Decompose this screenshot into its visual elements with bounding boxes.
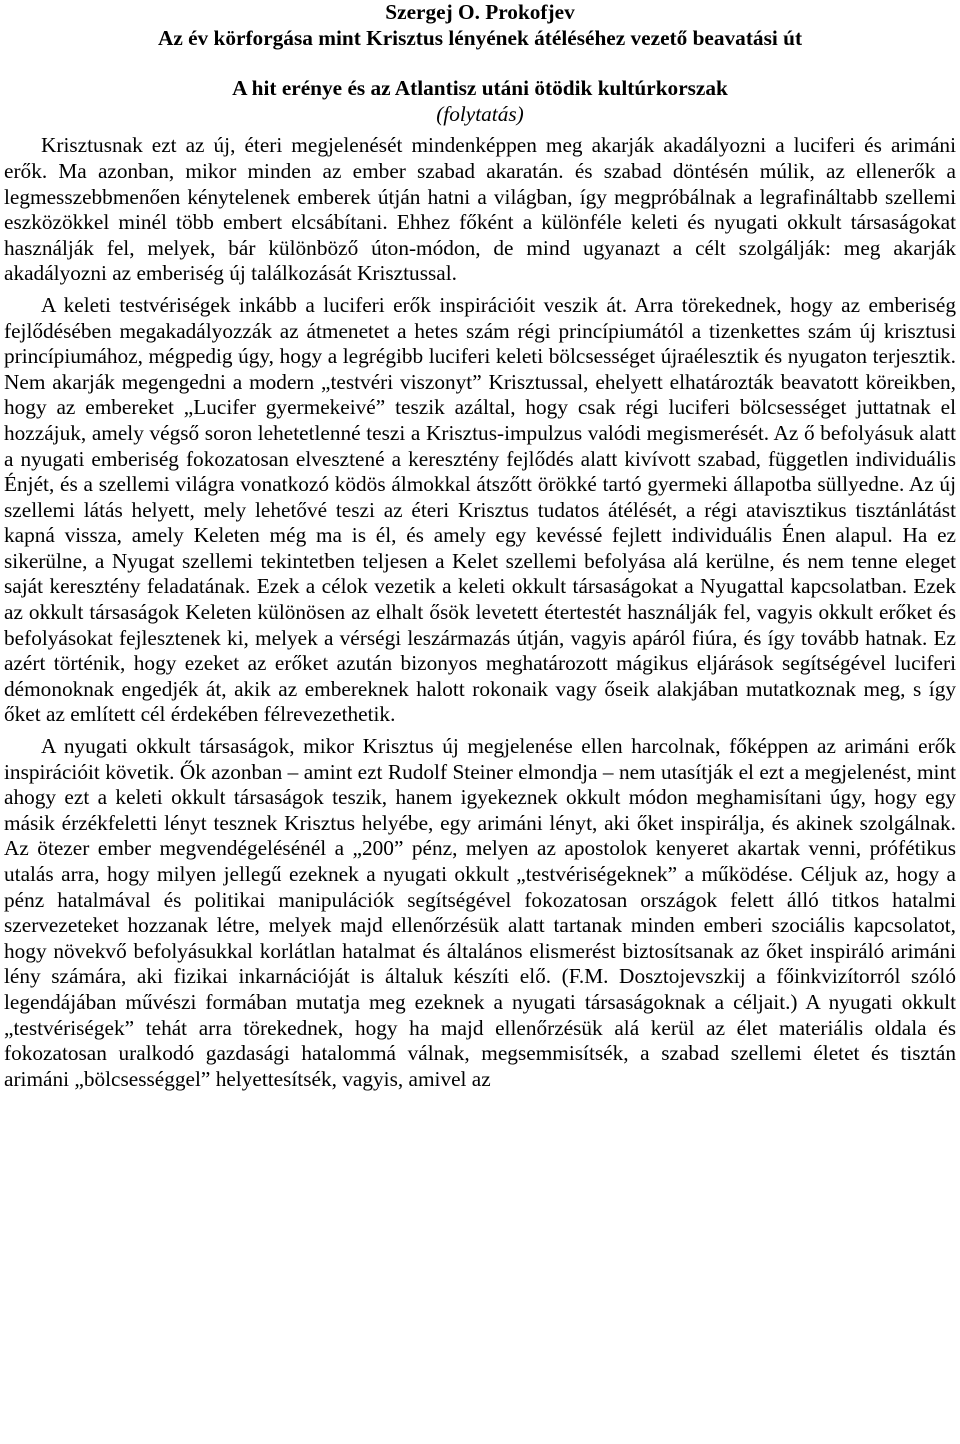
paragraph: A nyugati okkult társaságok, mikor Krisztus új megjelenése ellen harcolnak, főképpen az arimáni erők inspirációit követik. Ők azonban – amint ezt Rudolf Steiner elmondja – nem utasítják el ezt a megjelenést, mint ahogy ezt a keleti okkult társaságok teszik, hanem igyekeznek okkult módon meghamisítani úgy, hogy egy másik érzékfeletti lényt tesznek Krisztus helyébe, egy arimáni lényt, aki őket inspirálja, és akinek szolgálnak. Az ötezer ember megvendégelésénél a „200” pénz, melyen az apostolok kenyeret akartak venni, prófétikus utalás arra, hogy milyen jellegű ezeknek a nyugati okkult „testvériségeknek” a működése. Céljuk az, hogy a pénz hatalmával és politikai manipulációk segítségével fokozatosan országok felett álló titkos hatalmi szervezeteket hozzanak létre, melyek majd ellenőrzésük alatt tartanak minden emberi szociális kapcsolatot, hogy növekvő befolyásukkal korlátlan hatalmat és általános elismerést biztosítsanak az őket inspiráló arimáni lény számára, aki fizikai inkarnációját is általuk készíti elő. (F.M. Dosztojevszkij a főinkvizítorról szóló legendájában művészi formában mutatja meg ezeknek a nyugati társaságoknak a céljait.) A nyugati okkult „testvériségek” tehát arra törekednek, hogy ha majd ellenőrzésük alá kerül az élet materiális oldala és fokozatosan uralkodó gazdasági hatalommá válnak, megsemmisítsék, a szabad szellemi életet és tisztán arimáni „bölcsességgel” helyettesítsék, vagyis, amivel az (4, 734, 956, 1091)
document-page (4, 0, 956, 1092)
paragraph: Krisztusnak ezt az új, éteri megjelenését mindenképpen meg akarják akadályozni a luciferi és arimáni erők. Ma azonban, mikor minden az ember szabad akaratán. és szabad döntésén múlik, az ellenerők a legmesszebbmenően kénytelenek emberek útján hatni a világban, így megpróbálnak a legrafináltabb szellemi eszközökkel minél több embert elcsábítani. Ehhez főként a különféle keleti és nyugati okkult társaságokat használják fel, melyek, bár különböző úton-módon, de mind ugyanazt a célt szolgálják: meg akarják akadályozni az emberiség új találkozását Krisztussal. (4, 133, 956, 286)
continuation-note: (folytatás) (436, 101, 524, 126)
book-title: Az év körforgása mint Krisztus lényének átéléséhez vezető beavatási út (157, 25, 803, 50)
section-title: A hit erénye és az Atlantisz utáni ötödik kultúrkorszak (232, 76, 728, 101)
author-name: Szergej O. Prokofjev (385, 0, 575, 24)
paragraph: A keleti testvériségek inkább a luciferi erők inspirációit veszik át. Arra törekednek, hogy az emberiség fejlődésében megakadályozzák az átmenetet a hetes szám régi princípiumától a tizenkettes szám új krisztusi princípiumához, mégpedig úgy, hogy a legrégibb luciferi keleti bölcsességet újraélesztik és nyugaton terjesztik. Nem akarják megengedni a modern „testvéri viszonyt” Krisztussal, ehelyett elhatározták beavatott köreikben, hogy az embereket „Lucifer gyermekeivé” teszik azáltal, hogy csak régi luciferi bölcsességet juttatnak el hozzájuk, amely végső soron lehetetlenné teszi a Krisztus-impulzus valódi megismerését. Az ő befolyásuk alatt a nyugati emberiség fokozatosan elvesztené a keresztény fejlődés alatt kivívott szabad, független individuális Énjét, és a szellemi világra vonatkozó ködös álmokkal átszőtt örökké tartó gyermeki állapotba süllyedne. Az új szellemi látás helyett, mely lehetővé teszi az éteri Krisztus tudatos átélését, a régi atavisztikus tisztánlátást kapná vissza, amely Keleten még ma is él, és amely egy kevéssé fejlett individuális Énen alapul. Ha ez sikerülne, a Nyugat szellemi tekintetben teljesen a Kelet szellemi befolyása alá kerülne, és nem tenne eleget saját keresztény feladatának. Ezek a célok vezetik a keleti okkult társaságokat a Nyugattal kapcsolatban. Ezek az okkult társaságok Keleten különösen az elhalt ősök levetett étertestét használják fel, vagyis okkult erőket és befolyásokat fejlesztenek ki, melyek a vérségi leszármazás útján, vagyis apáról fiúra, és így tovább hatnak. Ez azért történik, hogy ezeket az erőket azután bizonyos meghatározott mágikus eljárások segítségével luciferi démonoknak engedjék át, akik az embereknek halott rokonaik vagy őseik alakjában mutatkoznak meg, s így őket az említett cél érdekében félrevezethetik. (4, 292, 956, 727)
